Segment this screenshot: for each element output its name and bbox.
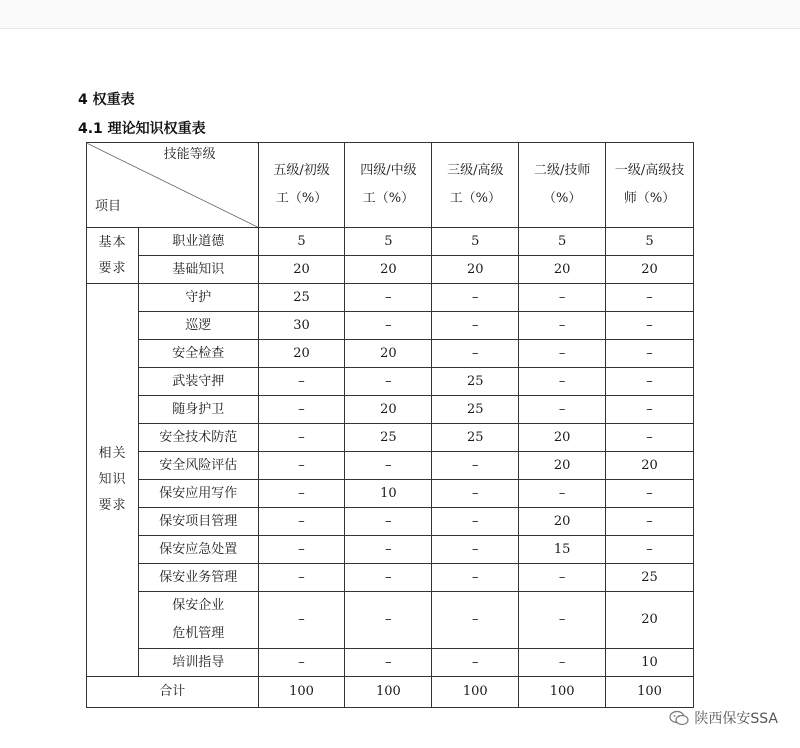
- value-cell: 5: [519, 228, 606, 256]
- value-cell: –: [519, 340, 606, 368]
- diagonal-header-cell: [87, 143, 259, 228]
- value-cell: –: [519, 649, 606, 677]
- value-cell: 25: [432, 424, 519, 452]
- value-cell: –: [345, 592, 432, 649]
- value-cell: –: [258, 536, 345, 564]
- item-cell: 守护: [138, 284, 258, 312]
- table-row: [87, 340, 694, 368]
- column-header: 三级/高级 工（%）: [432, 143, 519, 228]
- value-cell: –: [606, 312, 694, 340]
- column-header: 五级/初级 工（%）: [258, 143, 345, 228]
- table-row: [87, 592, 694, 649]
- subsection-heading: 4.1 理论知识权重表: [78, 121, 206, 137]
- total-value-cell: 100: [345, 677, 432, 708]
- value-cell: 20: [606, 256, 694, 284]
- value-cell: –: [258, 480, 345, 508]
- total-value-cell: 100: [432, 677, 519, 708]
- value-cell: 20: [432, 256, 519, 284]
- total-row: [87, 677, 694, 708]
- value-cell: –: [345, 368, 432, 396]
- value-cell: –: [258, 508, 345, 536]
- value-cell: –: [258, 368, 345, 396]
- column-header: 四级/中级 工（%）: [345, 143, 432, 228]
- value-cell: 20: [519, 424, 606, 452]
- value-cell: 20: [606, 592, 694, 649]
- value-cell: –: [258, 452, 345, 480]
- table-row: [87, 228, 694, 256]
- value-cell: –: [606, 340, 694, 368]
- table-row: [87, 480, 694, 508]
- column-header: 二级/技师 （%）: [519, 143, 606, 228]
- section-heading: 4 权重表: [78, 92, 135, 108]
- value-cell: –: [519, 396, 606, 424]
- table-row: [87, 649, 694, 677]
- value-cell: 25: [432, 396, 519, 424]
- header-row: [87, 143, 694, 228]
- group-label-cell: 基本 要求: [87, 228, 139, 284]
- item-cell: 培训指导: [138, 649, 258, 677]
- value-cell: 15: [519, 536, 606, 564]
- value-cell: –: [519, 312, 606, 340]
- value-cell: –: [519, 480, 606, 508]
- item-cell: 保安企业 危机管理: [138, 592, 258, 649]
- value-cell: –: [519, 592, 606, 649]
- value-cell: 20: [258, 256, 345, 284]
- value-cell: 20: [345, 340, 432, 368]
- watermark-text: 陕西保安SSA: [694, 711, 778, 727]
- value-cell: 10: [606, 649, 694, 677]
- total-value-cell: 100: [519, 677, 606, 708]
- value-cell: –: [432, 284, 519, 312]
- value-cell: –: [606, 368, 694, 396]
- value-cell: –: [606, 508, 694, 536]
- watermark: [669, 708, 778, 728]
- value-cell: 5: [258, 228, 345, 256]
- value-cell: –: [258, 424, 345, 452]
- item-cell: 安全风险评估: [138, 452, 258, 480]
- table-row: [87, 424, 694, 452]
- value-cell: –: [606, 536, 694, 564]
- column-header: 一级/高级技 师（%）: [606, 143, 694, 228]
- value-cell: –: [432, 536, 519, 564]
- value-cell: 25: [345, 424, 432, 452]
- value-cell: –: [258, 649, 345, 677]
- item-cell: 巡逻: [138, 312, 258, 340]
- value-cell: –: [519, 284, 606, 312]
- value-cell: –: [432, 312, 519, 340]
- value-cell: –: [345, 536, 432, 564]
- value-cell: –: [258, 592, 345, 649]
- item-cell: 安全技术防范: [138, 424, 258, 452]
- value-cell: 25: [606, 564, 694, 592]
- table-row: [87, 312, 694, 340]
- value-cell: –: [258, 396, 345, 424]
- table-row: [87, 396, 694, 424]
- value-cell: –: [345, 452, 432, 480]
- value-cell: –: [345, 508, 432, 536]
- item-cell: 安全检查: [138, 340, 258, 368]
- value-cell: 10: [345, 480, 432, 508]
- item-cell: 保安应用写作: [138, 480, 258, 508]
- value-cell: 20: [519, 452, 606, 480]
- table-row: [87, 368, 694, 396]
- item-cell: 职业道德: [138, 228, 258, 256]
- value-cell: 25: [258, 284, 345, 312]
- value-cell: 30: [258, 312, 345, 340]
- table-row: [87, 564, 694, 592]
- item-cell: 武装守押: [138, 368, 258, 396]
- value-cell: 20: [345, 396, 432, 424]
- value-cell: –: [432, 340, 519, 368]
- value-cell: –: [345, 564, 432, 592]
- table-row: [87, 284, 694, 312]
- value-cell: –: [519, 564, 606, 592]
- value-cell: 5: [606, 228, 694, 256]
- item-cell: 保安项目管理: [138, 508, 258, 536]
- value-cell: –: [606, 396, 694, 424]
- item-cell: 保安业务管理: [138, 564, 258, 592]
- value-cell: –: [432, 649, 519, 677]
- value-cell: –: [432, 564, 519, 592]
- value-cell: –: [432, 592, 519, 649]
- item-cell: 基础知识: [138, 256, 258, 284]
- total-value-cell: 100: [606, 677, 694, 708]
- value-cell: –: [432, 452, 519, 480]
- value-cell: 5: [432, 228, 519, 256]
- page-top-edge: [0, 0, 800, 29]
- table-row: [87, 452, 694, 480]
- value-cell: –: [345, 312, 432, 340]
- value-cell: –: [345, 649, 432, 677]
- total-value-cell: 100: [258, 677, 345, 708]
- table-row: [87, 536, 694, 564]
- total-label: 合计: [87, 677, 259, 708]
- value-cell: –: [606, 480, 694, 508]
- value-cell: 25: [432, 368, 519, 396]
- value-cell: –: [345, 284, 432, 312]
- value-cell: 20: [258, 340, 345, 368]
- table-row: [87, 256, 694, 284]
- value-cell: –: [519, 368, 606, 396]
- value-cell: 5: [345, 228, 432, 256]
- item-cell: 随身护卫: [138, 396, 258, 424]
- value-cell: –: [258, 564, 345, 592]
- theory-weight-table: [86, 142, 694, 708]
- table-row: [87, 508, 694, 536]
- item-label: 项目: [95, 199, 122, 214]
- value-cell: –: [606, 284, 694, 312]
- value-cell: 20: [519, 508, 606, 536]
- skill-level-label: 技能等级: [163, 147, 216, 162]
- value-cell: 20: [519, 256, 606, 284]
- value-cell: –: [606, 424, 694, 452]
- value-cell: 20: [345, 256, 432, 284]
- value-cell: –: [432, 480, 519, 508]
- group-label-cell: 相关 知识 要求: [87, 284, 139, 677]
- item-cell: 保安应急处置: [138, 536, 258, 564]
- value-cell: 20: [606, 452, 694, 480]
- value-cell: –: [432, 508, 519, 536]
- wechat-icon: [669, 710, 689, 726]
